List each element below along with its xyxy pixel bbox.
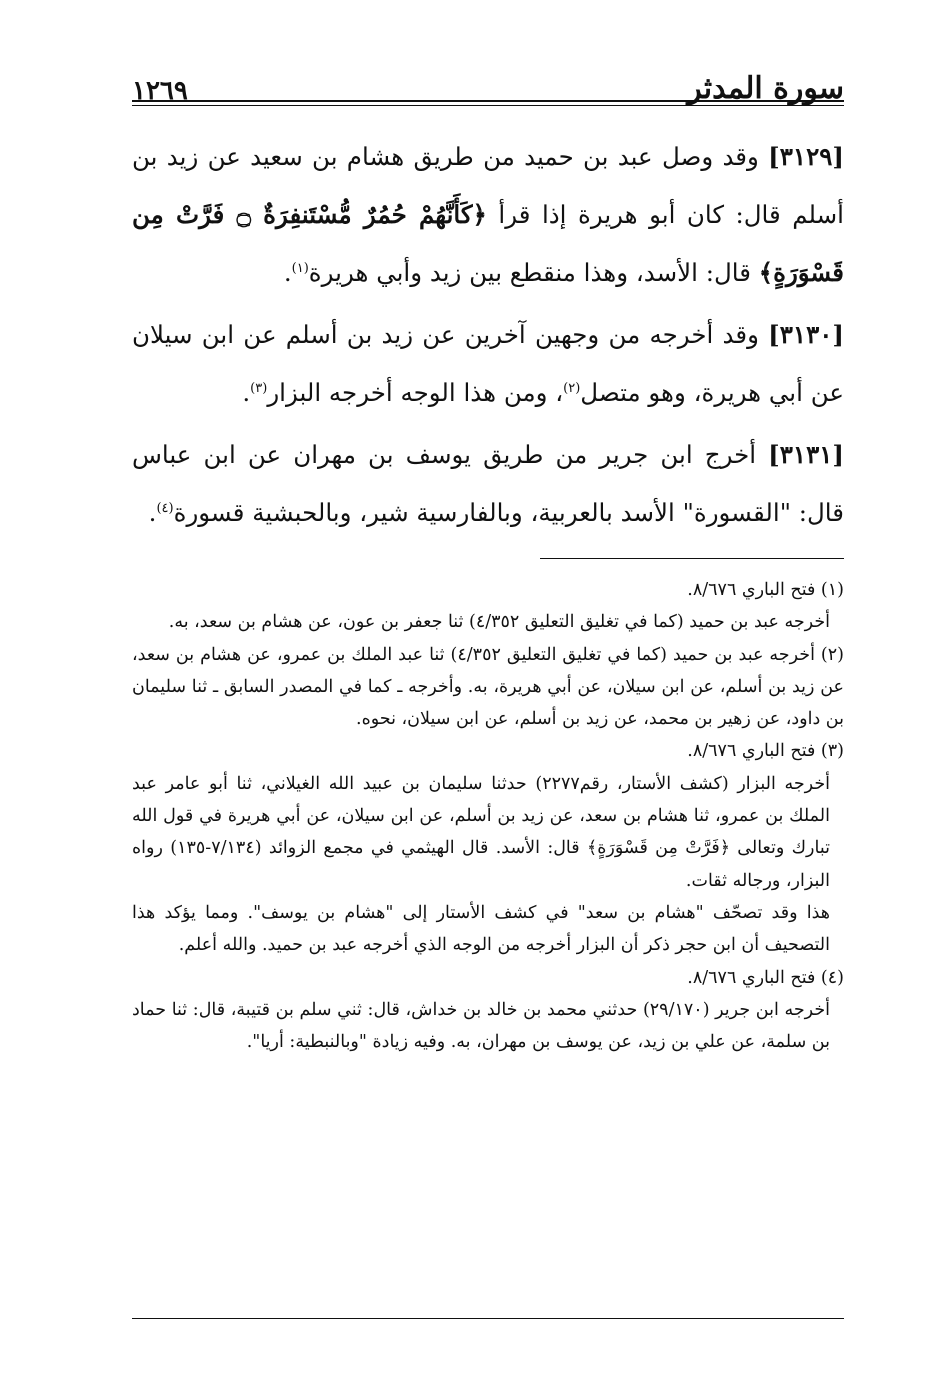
page-number: ١٢٦٩: [132, 76, 188, 106]
surah-title: سورة المدثر: [687, 71, 844, 106]
footnote-ref[interactable]: (٤): [156, 500, 174, 516]
end-mark: .: [283, 258, 292, 287]
quran-verse: ﴿كَأَنَّهُمْ حُمُرٌ مُّسْتَنفِرَةٌ ۝ فَرَّتْ مِن قَسْوَرَةٍ﴾: [132, 200, 844, 287]
footnote-4-source: (٤) فتح الباري ٨/٦٧٦.: [687, 967, 844, 988]
footnote-1-text: أخرجه عبد بن حميد (كما في تغليق التعليق ٤/٣٥٢) ثنا جعفر بن عون، عن هشام بن سعد، به.: [168, 612, 830, 633]
footnote-3-source: (٣) فتح الباري ٨/٦٧٦.: [687, 741, 844, 762]
running-header: [132, 64, 844, 104]
footnote-3-comment: هذا وقد تصحّف "هشام بن سعد" في كشف الأستار إلى "هشام بن يوسف". ومما يؤكد هذا التصحيف أن ابن حجر ذكر أن البزار أخرجه من الوجه الذي أخرجه عبد بن حميد. والله أعلم.: [132, 902, 830, 956]
end-mark: .: [148, 498, 157, 527]
paragraph-3131: [132, 426, 844, 542]
header-rule: [132, 100, 844, 106]
footnote-ref[interactable]: (٢): [563, 380, 581, 396]
narration-number: [٣١٣٠]: [768, 320, 844, 349]
main-text: [132, 128, 844, 546]
footnote-1-source: (١) فتح الباري ٨/٦٧٦.: [687, 580, 844, 600]
end-mark: .: [242, 378, 251, 407]
footnote-ref[interactable]: (٣): [250, 380, 268, 396]
narration-number: [٣١٣١]: [768, 440, 844, 469]
footnote-separator: [540, 558, 844, 559]
footnotes: [132, 574, 844, 1058]
paragraph-3130: [132, 306, 844, 422]
footnote-3-text: أخرجه البزار (كشف الأستار، رقم٢٢٧٧) حدثنا سليمان بن عبيد الله الغيلاني، ثنا أبو عامر عبد الملك بن عمرو، ثنا هشام بن سعد، عن زيد بن أسلم، عن ابن سيلان، عن أبي هريرة في قول الله تبارك وتعالى ﴿فَرَّتْ مِن قَسْوَرَةٍ﴾ قال: الأسد. قال الهيثمي في مجمع الزوائد (٧/١٣٤-١٣٥) رواه البزار، ورجاله ثقات.: [132, 773, 830, 891]
paragraph-text: وقد وصل عبد بن حميد من طريق هشام بن سعيد عن زيد بن أسلم قال: كان أبو هريرة إذا قرأ: [132, 142, 844, 229]
paragraph-text: ، ومن هذا الوجه أخرجه البزار: [267, 378, 564, 407]
footnote-ref[interactable]: (١): [291, 260, 309, 276]
paragraph-text: أخرج ابن جرير من طريق يوسف بن مهران عن ابن عباس قال: "القسورة" الأسد بالعربية، وبالفارسية شير، وبالحبشية قسورة: [132, 440, 844, 527]
bottom-rule: [132, 1318, 844, 1319]
paragraph-text: قال: الأسد، وهذا منقطع بين زيد وأبي هريرة: [308, 258, 751, 287]
narration-number: [٣١٢٩]: [768, 142, 844, 171]
footnote-2-text: (٢) أخرجه عبد بن حميد (كما في تغليق التعليق ٤/٣٥٢) ثنا عبد الملك بن عمرو، عن هشام بن سعد، عن زيد بن أسلم، عن ابن سيلان، عن أبي هريرة، به. وأخرجه ـ كما في المصدر السابق ـ ثنا سليمان بن داود، عن زهير بن محمد، عن زيد بن أسلم، عن ابن سيلان، نحوه.: [132, 644, 844, 730]
paragraph-text: وقد أخرجه من وجهين آخرين عن زيد بن أسلم عن ابن سيلان عن أبي هريرة، وهو متصل: [132, 320, 844, 407]
footnote-4-text: أخرجه ابن جرير (٢٩/١٧٠) حدثني محمد بن خالد بن خداش، قال: ثني سلم بن قتيبة، قال: ثنا حماد بن سلمة، عن علي بن زيد، عن يوسف بن مهران، به. وفيه زيادة "وبالنبطية: أريا".: [132, 999, 831, 1053]
paragraph-3129: [132, 128, 844, 302]
